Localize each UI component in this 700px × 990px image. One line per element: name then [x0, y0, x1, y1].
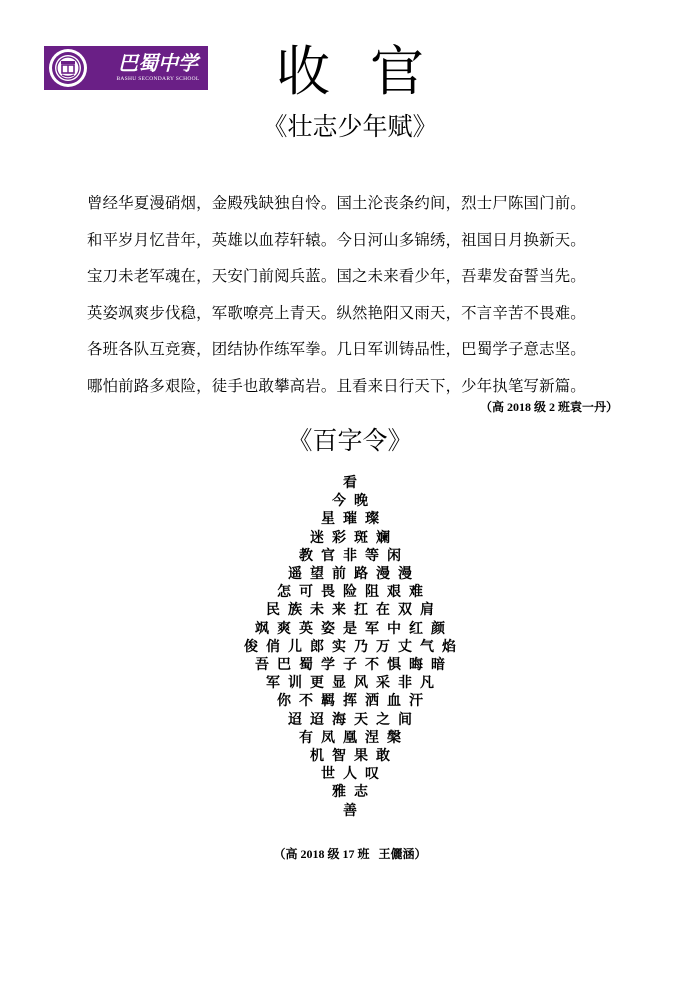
poem2-line: 教官非等闲 [299, 547, 409, 564]
poem1-credit: （高 2018 级 2 班袁一丹） [480, 400, 619, 414]
school-name-english: BASHU SECONDARY SCHOOL [116, 76, 200, 82]
poem2-line: 善 [343, 802, 365, 819]
poem1-line: 宝刀未老军魂在，天安门前阅兵蓝。国之未来看少年，吾辈发奋誓当先。 [87, 267, 586, 285]
poem1-body [87, 185, 627, 404]
poem1-line: 哪怕前路多艰险，徒手也敢攀高岩。且看来日行天下，少年执笔写新篇。 [87, 376, 586, 395]
poem2-line: 吾巴蜀学子不惧晦暗 [255, 657, 453, 674]
page-title: 收官 [276, 40, 464, 103]
poem2-line: 星璀璨 [321, 511, 387, 528]
poem2-line: 看 [343, 475, 365, 491]
poem2-line: 迢迢海天之间 [288, 711, 420, 728]
poem2-line: 飒爽英姿是军中红颜 [255, 620, 453, 637]
poem2-title: 《百字令》 [287, 426, 413, 455]
poem2-line: 遥望前路漫漫 [288, 566, 420, 583]
poem2-credit: （高 2018 级 17 班 王儷涵） [273, 847, 427, 861]
poem1-line: 各班各队互竞赛，团结协作练军拳。几日军训铸品性，巴蜀学子意志坚。 [87, 340, 586, 358]
poem2-line: 怎可畏险阻艰难 [277, 584, 431, 601]
poem2-line: 雅志 [332, 784, 376, 801]
poem2-line: 有凤凰涅槃 [299, 729, 409, 746]
poem2-line: 世人叹 [321, 766, 387, 783]
poem1-line: 英姿飒爽步伐稳，军歌嘹亮上青天。纵然艳阳又雨天，不言辛苦不畏难。 [87, 303, 586, 322]
poem2-line: 你不羁挥洒血汗 [277, 693, 431, 710]
school-name: 巴蜀中学 [118, 51, 198, 75]
poem1-line: 曾经华夏漫硝烟，金殿残缺独自怜。国土沦丧条约间，烈士尸陈国门前。 [87, 194, 586, 212]
poem2-line: 今晚 [332, 493, 376, 510]
poem2-line: 俊俏儿郎实乃万丈气焰 [244, 638, 464, 655]
poem2-line: 迷彩斑斓 [310, 529, 398, 546]
poem1-title: 《壮志少年赋》 [262, 112, 438, 141]
poem2-line: 机智果敢 [310, 748, 398, 765]
poem2-line: 民族未来扛在双肩 [266, 602, 442, 619]
poem2-line: 军训更显风采非凡 [266, 675, 442, 692]
poem1-line: 和平岁月忆昔年，英雄以血荐轩辕。今日河山多锦绣，祖国日月换新天。 [87, 230, 586, 249]
poem2-diamond [0, 474, 700, 820]
